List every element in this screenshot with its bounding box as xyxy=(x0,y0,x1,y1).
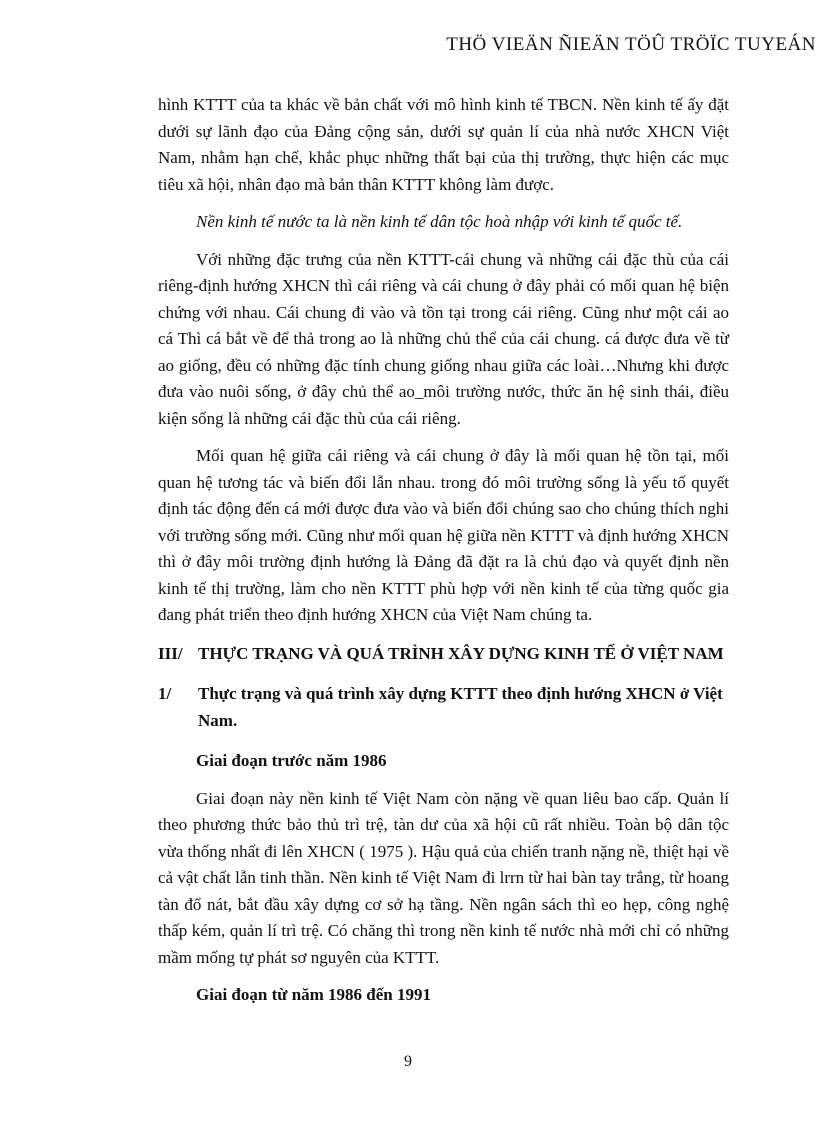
section-heading-iii xyxy=(158,641,729,668)
page-header: THÖ VIEÄN ÑIEÄN TÖÛ TRÖÏC TUYEÁN xyxy=(446,34,816,55)
paragraph-2-italic: Nền kinh tế nước ta là nền kinh tế dân tộc hoà nhập với kinh tế quốc tế. xyxy=(196,212,683,231)
paragraph-1: hình KTTT của ta khác về bản chất với mô hình kinh tế TBCN. Nền kinh tế ấy đặt dưới sự lãnh đạo của Đảng cộng sản, dưới sự quản lí của nhà nước XHCN Việt Nam, nhằm hạn chế, khắc phục những thất bại của thị trường, thực hiện các mục tiêu xã hội, nhân đạo mà bản thân KTTT không làm được. xyxy=(158,95,729,194)
paragraph-5: Giai đoạn này nền kinh tế Việt Nam còn nặng về quan liêu bao cấp. Quản lí theo phương thức bảo thủ trì trệ, tàn dư của xã hội cũ rất nhiều. Toàn bộ dân tộc vừa thống nhất đi lên XHCN ( 1975 ). Hậu quả của chiến tranh nặng nề, thiệt hại về cả vật chất lẫn tinh thần. Nền kinh tế Việt Nam đi lrrn từ hai bàn tay trắng, từ hoang tàn đổ nát, bắt đầu xây dựng cơ sở hạ tầng. Nền ngân sách thì eo hẹp, công nghệ thấp kém, quản lí trì trệ. Có chăng thì trong nền kinh tế nước nhà mới chỉ có những mầm mống tự phát sơ nguyên của KTTT. xyxy=(158,788,729,967)
section-number: III/ xyxy=(158,643,183,663)
page-number: 9 xyxy=(404,1053,412,1070)
section-heading-1 xyxy=(158,681,729,734)
section-title: THỰC TRẠNG VÀ QUÁ TRÌNH XÂY DỰNG KINH TẾ Ở VIỆT NAM xyxy=(198,643,724,663)
paragraph-4: Mối quan hệ giữa cái riêng và cái chung ở đây là mối quan hệ tồn tại, mối quan hệ tương tác và biến đổi lẫn nhau. trong đó môi trường sống là yếu tố quyết định tác động đến cá mới được đưa vào và biến đổi chúng sao cho chúng thích nghi với trường sống mới. Cũng như mối quan hệ giữa nền KTTT và định hướng XHCN thì ở đây môi trường định hướng là Đảng đã đặt ra là chủ đạo và quyết định nền kinh tế thị trường, làm cho nền KTTT phù hợp với nền kinh tế của từng quốc gia đang phát triển theo định hướng XHCN của Việt Nam chúng ta. xyxy=(158,446,729,624)
document-body xyxy=(158,92,729,1020)
period-heading-before-1986: Giai đoạn trước năm 1986 xyxy=(196,751,387,770)
subsection-number: 1/ xyxy=(158,684,172,703)
paragraph-3: Với những đặc trưng của nền KTTT-cái chung và những cái đặc thù của cái riêng-định hướng XHCN thì cái riêng và cái chung ở đây phải có mối quan hệ biện chứng với nhau. Cái chung đi vào và tồn tại trong cái riêng. Cũng như một cái ao cá Thì cá bắt về để thả trong ao là những chủ thể của cái chung. cá được đưa về từ ao giống, đều có những đặc tính chung giống nhau giữa các loài…Nhưng khi được đưa vào nuôi sống, ở đây chủ thể ao_môi trường nước, thức ăn hệ sinh thái, điều kiện sống là những cái đặc thù của cái riêng. xyxy=(158,249,729,428)
period-heading-1986-1991: Giai đoạn từ năm 1986 đến 1991 xyxy=(196,985,432,1004)
subsection-title: Thực trạng và quá trình xây dựng KTTT theo định hướng XHCN ở Việt Nam. xyxy=(198,684,723,730)
